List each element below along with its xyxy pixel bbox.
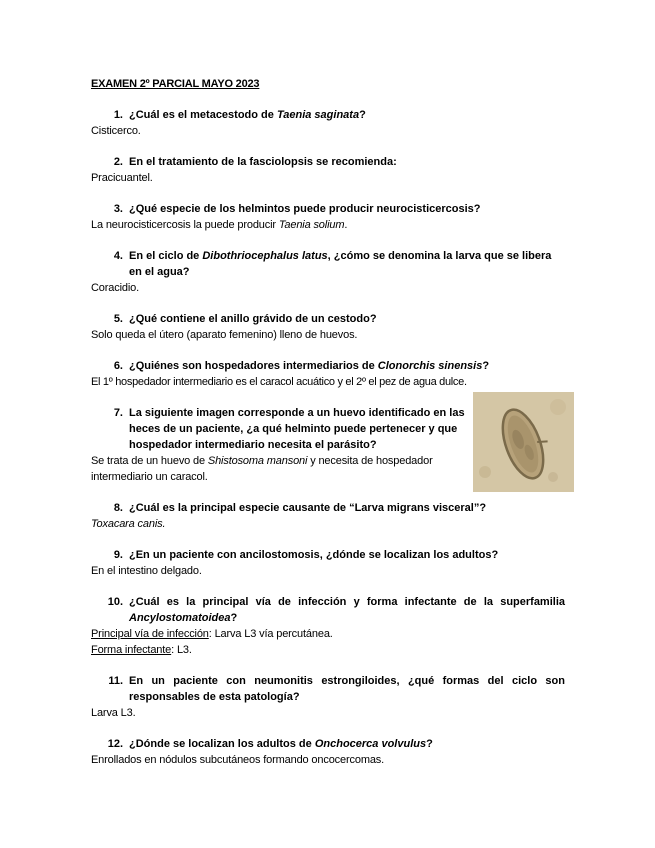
- question-2-text: 2. En el tratamiento de la fasciolopsis se recomienda:: [113, 156, 397, 168]
- question-12-text: 12. ¿Dónde se localizan los adultos de Onchocerca volvulus?: [107, 738, 433, 750]
- question-6: [91, 358, 581, 390]
- exam-title: EXAMEN 2º PARCIAL MAYO 2023: [91, 78, 260, 90]
- question-10: [91, 594, 565, 658]
- question-4-text: 4. En el ciclo de Dibothriocephalus latus, ¿cómo se denomina la larva que se libera en el agua?: [113, 250, 552, 278]
- question-6-text: 6. ¿Quiénes son hospedadores intermediarios de Clonorchis sinensis?: [113, 360, 490, 372]
- answer-4: Coracidio.: [91, 282, 140, 294]
- question-5-text: 5. ¿Qué contiene el anillo grávido de un cestodo?: [113, 313, 377, 325]
- question-3-text: 3. ¿Qué especie de los helmintos puede producir neurocisticercosis?: [113, 203, 481, 215]
- answer-11: Larva L3.: [91, 707, 136, 719]
- question-12: [91, 736, 565, 768]
- answer-3: La neurocisticercosis la puede producir Taenia solium.: [91, 219, 348, 231]
- question-11-text: 11. En un paciente con neumonitis estrongiloides, ¿qué formas del ciclo son responsables de esta patología?: [108, 675, 565, 703]
- question-9-text: 9. ¿En un paciente con ancilostomosis, ¿dónde se localizan los adultos?: [113, 549, 499, 561]
- question-4: [91, 248, 565, 296]
- question-1-text: 1. ¿Cuál es el metacestodo de Taenia saginata?: [113, 109, 366, 121]
- question-8-text: 8. ¿Cuál es la principal especie causante de “Larva migrans visceral”?: [113, 502, 487, 514]
- answer-5: Solo queda el útero (aparato femenino) lleno de huevos.: [91, 329, 358, 341]
- question-11: [91, 673, 565, 721]
- question-1: [91, 107, 565, 139]
- answer-6: El 1º hospedador intermediario es el caracol acuático y el 2º el pez de agua dulce.: [91, 376, 467, 388]
- answer-9: En el intestino delgado.: [91, 565, 202, 577]
- question-2: [91, 154, 565, 186]
- answer-8: Toxacara canis.: [91, 518, 166, 530]
- answer-10-route: Principal vía de infección: Larva L3 vía percutánea.: [91, 628, 333, 640]
- question-9: [91, 547, 565, 579]
- answer-12: Enrollados en nódulos subcutáneos formando oncocercomas.: [91, 754, 385, 766]
- question-7-text: 7. La siguiente imagen corresponde a un huevo identificado en las heces de un paciente, ¿a qué helminto puede pertenecer y que hospedador intermediario necesita el parásito?: [113, 407, 465, 451]
- question-3: [91, 201, 565, 233]
- egg-micrograph-icon: [473, 392, 574, 492]
- question-7: [91, 405, 467, 485]
- question-10-text: 10. ¿Cuál es la principal vía de infección y forma infectante de la superfamilia Ancylostomatoidea?: [107, 596, 565, 624]
- answer-10-form: Forma infectante: L3.: [91, 644, 192, 656]
- answer-2: Pracicuantel.: [91, 172, 153, 184]
- answer-7: Se trata de un huevo de Shistosoma mansoni y necesita de hospedador intermediario un caracol.: [91, 455, 433, 483]
- question-8: [91, 500, 565, 532]
- answer-1: Cisticerco.: [91, 125, 141, 137]
- question-5: [91, 311, 565, 343]
- schistosoma-egg-photo: [473, 392, 574, 492]
